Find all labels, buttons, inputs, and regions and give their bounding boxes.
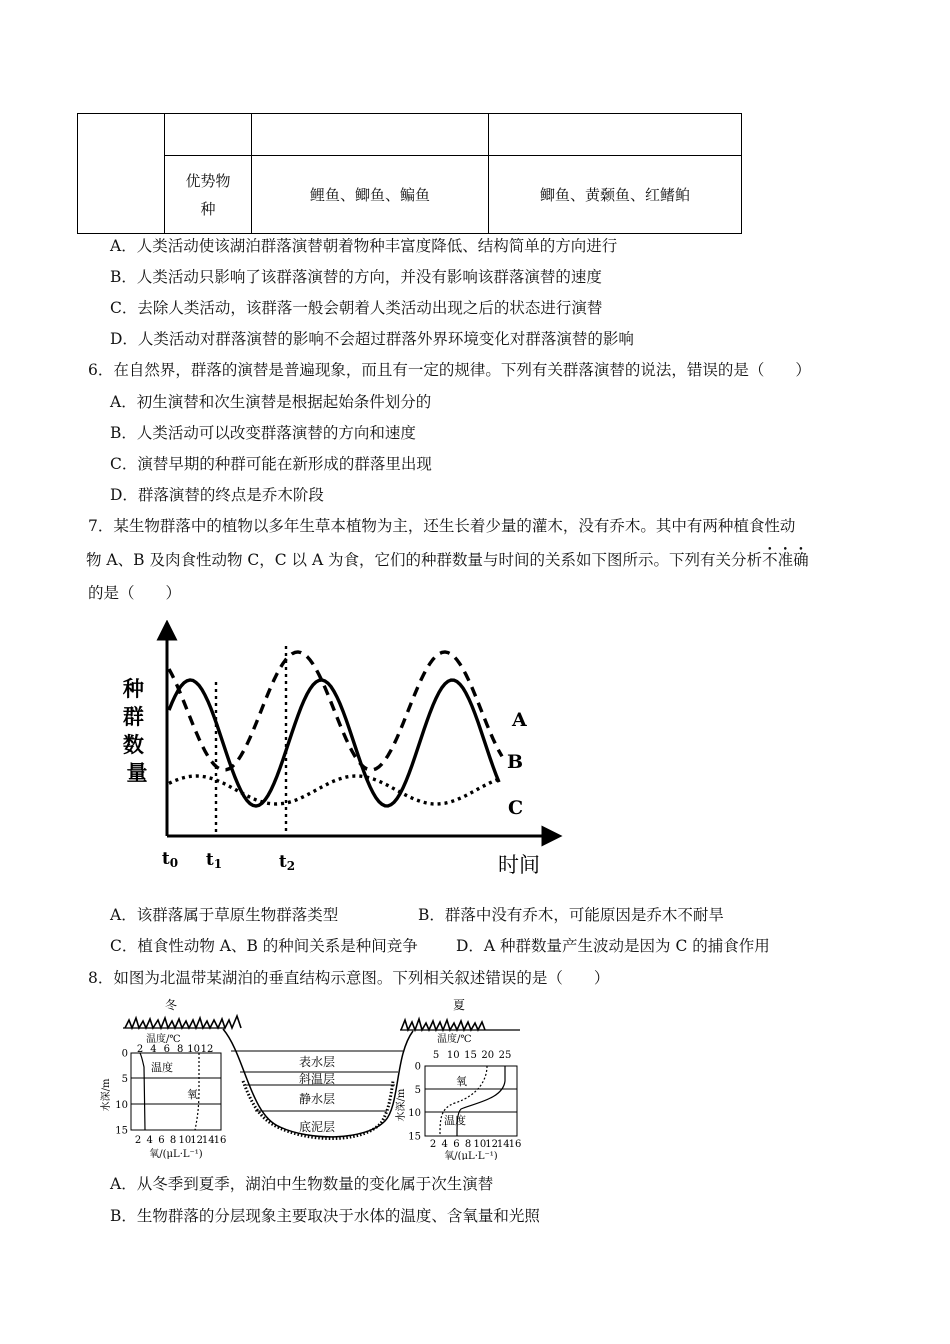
- winter-temp-word: 温度: [151, 1061, 173, 1074]
- population-chart: [110, 620, 570, 882]
- summer-temp-word: 温度: [444, 1114, 466, 1127]
- layer-thermocline: 斜温层: [298, 1072, 336, 1086]
- winter-temp-tick: 4: [150, 1044, 157, 1055]
- winter-oxygen-word: 氧: [187, 1088, 198, 1101]
- winter-temp-curve: [140, 1053, 145, 1130]
- winter-label: 冬: [165, 998, 178, 1012]
- summer-depth-tick: 0: [414, 1061, 421, 1073]
- table-cell-empty: [78, 114, 165, 234]
- winter-depth-tick: 0: [121, 1048, 128, 1060]
- q7-stem-line3: 的是（ ）: [88, 584, 182, 602]
- q6-option-b: B．人类活动可以改变群落演替的方向和速度: [110, 424, 416, 442]
- q7-option-c: C．植食性动物 A、B 的种间关系是种间竞争: [110, 937, 418, 955]
- summer-depth-tick: 15: [408, 1131, 421, 1143]
- winter-temp-unit: 温度/℃: [146, 1034, 181, 1045]
- q7-option-a: A．该群落属于草原生物群落类型: [110, 906, 339, 924]
- table-cell-after: 鲫鱼、黄颡鱼、红鳍鲌: [489, 156, 742, 234]
- series-label-c: C: [508, 797, 524, 819]
- summer-depth-tick: 10: [408, 1108, 421, 1120]
- series-a-line: [169, 680, 499, 806]
- emphasis-char: 确: [793, 551, 809, 569]
- table-cell-empty: [165, 114, 252, 156]
- layer-hypolimnion: 静水层: [298, 1092, 336, 1106]
- table-label-line1: 优势物: [185, 171, 231, 190]
- q5-option-d: D．人类活动对群落演替的影响不会超过群落外界环境变化对群落演替的影响: [110, 330, 634, 348]
- tick-label-t2: t2: [278, 852, 296, 873]
- winter-temp-tick: 6: [163, 1044, 170, 1055]
- winter-oxygen-label: 氧/(μL·L⁻¹): [149, 1149, 203, 1160]
- winter-oxygen-tick: 10: [178, 1135, 192, 1146]
- winter-temp-tick: 10: [187, 1044, 200, 1055]
- q8-option-b: B．生物群落的分层现象主要取决于水体的温度、含氧量和光照: [110, 1207, 540, 1225]
- q7-stem-line2: [86, 550, 809, 570]
- layer-sediment: 底泥层: [298, 1120, 336, 1134]
- winter-oxygen-tick: 6: [158, 1135, 165, 1146]
- table-row-label: [165, 156, 252, 234]
- right-bank-vegetation: [401, 1019, 485, 1030]
- q6-stem: 6．在自然界，群落的演替是普遍现象，而且有一定的规律。下列有关群落演替的说法，错误的是（ ）: [88, 361, 811, 379]
- series-label-a: A: [512, 709, 527, 731]
- emphasis-char: 不: [762, 551, 778, 569]
- summer-oxygen-tick: 4: [441, 1139, 448, 1150]
- left-bank-vegetation: [125, 1016, 241, 1028]
- winter-depth-tick: 10: [115, 1099, 128, 1111]
- q7-option-b: B．群落中没有乔木，可能原因是乔木不耐旱: [418, 906, 724, 924]
- y-axis-label: 种 群 数 量: [122, 676, 148, 785]
- winter-oxygen-tick: 4: [146, 1135, 153, 1146]
- winter-oxygen-tick: 14: [201, 1135, 215, 1146]
- winter-panel: [99, 1032, 226, 1160]
- succession-table: [77, 113, 742, 234]
- summer-label: 夏: [453, 998, 466, 1012]
- summer-depth-label: 水深/m: [396, 1088, 407, 1122]
- summer-oxygen-tick: 8: [464, 1139, 472, 1150]
- tick-label-t1: t1: [205, 850, 223, 871]
- winter-temp-tick: 2: [136, 1044, 144, 1055]
- q5-option-b: B．人类活动只影响了该群落演替的方向，并没有影响该群落演替的速度: [110, 268, 602, 286]
- winter-oxygen-tick: 12: [190, 1135, 203, 1146]
- q6-option-d: D．群落演替的终点是乔木阶段: [110, 486, 324, 504]
- summer-oxygen-tick: 12: [485, 1139, 498, 1150]
- table-cell-empty: [489, 114, 742, 156]
- summer-temp-tick: 10: [446, 1050, 460, 1061]
- summer-panel: [394, 1032, 521, 1160]
- winter-oxygen-tick: 8: [169, 1135, 177, 1146]
- q8-stem: 8．如图为北温带某湖泊的垂直结构示意图。下列相关叙述错误的是（ ）: [88, 969, 610, 987]
- summer-oxygen-tick: 16: [508, 1139, 522, 1150]
- q6-option-c: C．演替早期的种群可能在新形成的群落里出现: [110, 455, 432, 473]
- table-cell-before: 鲤鱼、鲫鱼、鳊鱼: [252, 156, 489, 234]
- q5-option-a: A．人类活动使该湖泊群落演替朝着物种丰富度降低、结构简单的方向进行: [110, 237, 618, 255]
- summer-oxygen-tick: 14: [496, 1139, 510, 1150]
- winter-temp-tick: 8: [177, 1044, 184, 1055]
- q7-option-d: D．A 种群数量产生波动是因为 C 的捕食作用: [456, 937, 770, 955]
- summer-oxygen-tick: 2: [429, 1139, 437, 1150]
- series-label-b: B: [507, 751, 524, 773]
- table-cell-empty: [252, 114, 489, 156]
- emphasis-char: 准: [777, 551, 794, 569]
- winter-depth-tick: 5: [121, 1074, 128, 1086]
- series-b-line: [169, 652, 502, 770]
- winter-temp-tick: 12: [200, 1044, 214, 1055]
- winter-depth-tick: 15: [115, 1125, 128, 1137]
- winter-oxygen-tick: 2: [134, 1135, 142, 1146]
- summer-temp-tick: 15: [464, 1050, 477, 1061]
- series-c-line: [169, 776, 502, 804]
- summer-temp-tick: 5: [432, 1050, 440, 1061]
- q6-option-a: A．初生演替和次生演替是根据起始条件划分的: [110, 393, 432, 411]
- summer-temp-tick: 20: [481, 1050, 495, 1061]
- q5-option-c: C．去除人类活动，该群落一般会朝着人类活动出现之后的状态进行演替: [110, 299, 603, 317]
- winter-depth-label: 水深/m: [101, 1078, 112, 1112]
- summer-depth-tick: 5: [414, 1084, 421, 1096]
- summer-oxygen-tick: 10: [473, 1139, 487, 1150]
- table-label-line2: 种: [200, 199, 216, 218]
- lake-structure-diagram: [95, 995, 535, 1160]
- q7-stem-line1: 7．某生物群落中的植物以多年生草本植物为主，还生长着少量的灌木，没有乔木。其中有两种植食性动: [88, 517, 796, 535]
- summer-oxygen-label: 氧/(μL·L⁻¹): [444, 1151, 498, 1160]
- layer-surface: 表水层: [298, 1055, 336, 1069]
- summer-temp-unit: 温度/℃: [437, 1034, 472, 1045]
- tick-label-t0: t0: [161, 849, 179, 870]
- q8-option-a: A．从冬季到夏季，湖泊中生物数量的变化属于次生演替: [110, 1175, 494, 1193]
- summer-temp-tick: 25: [498, 1050, 512, 1061]
- q7-stem-line2-text: 物 A、B 及肉食性动物 C，C 以 A 为食，它们的种群数量与时间的关系如下图所示。下列有关分析: [86, 551, 763, 569]
- winter-oxygen-tick: 16: [213, 1135, 227, 1146]
- x-axis-label: 时间: [498, 853, 540, 877]
- summer-oxygen-tick: 6: [453, 1139, 460, 1150]
- summer-oxygen-word: 氧: [456, 1075, 467, 1088]
